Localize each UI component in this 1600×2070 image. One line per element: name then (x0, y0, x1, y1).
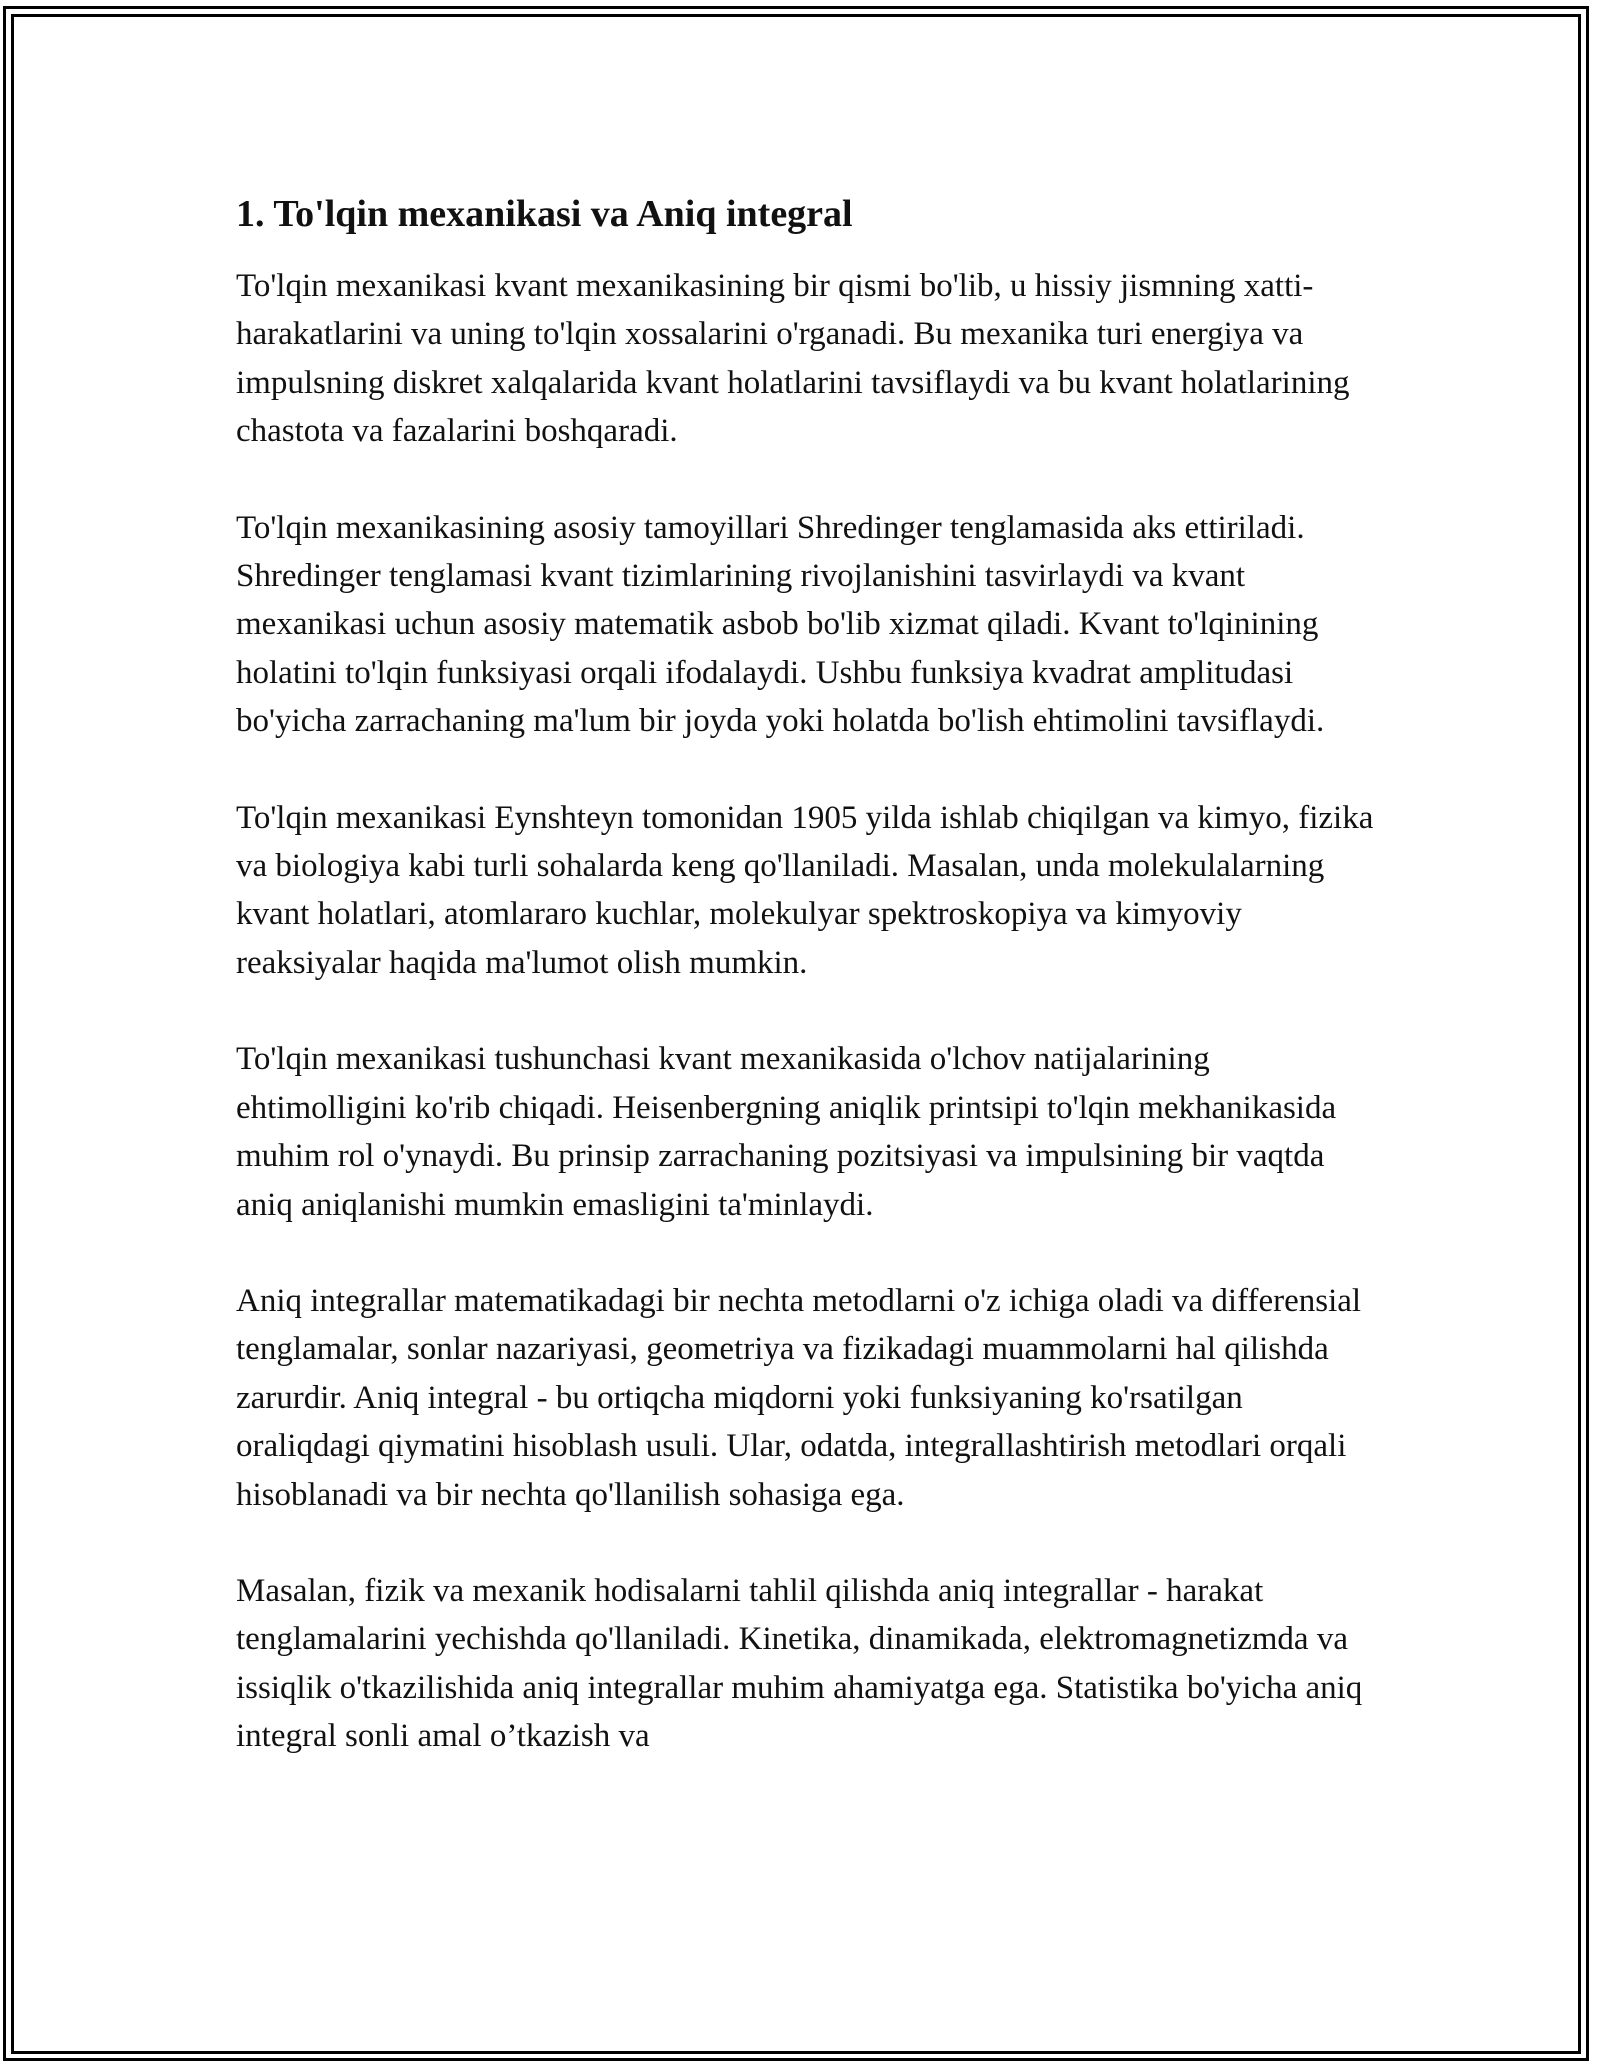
paragraph-1: To'lqin mexanikasi kvant mexanikasining bir qismi bo'lib, u hissiy jismning xatti-harakatlarini va uning to'lqin xossalarini o'rganadi. Bu mexanika turi energiya va impulsning diskret xalqalarida kvant holatlarini tavsiflaydi va bu kvant holatlarining chastota va fazalarini boshqaradi. (236, 268, 1350, 450)
paragraph-6: Masalan, fizik va mexanik hodisalarni tahlil qilishda aniq integrallar - harakat tenglamalarini yechishda qo'llaniladi. Kinetika, dinamikada, elektromagnetizmda va issiqlik o'tkazilishida aniq integrallar muhim ahamiyatga ega. Statistika bo'yicha aniq integral sonli amal o’tkazish va (236, 1572, 1363, 1755)
document-body (236, 184, 1376, 1761)
paragraph-2: To'lqin mexanikasining asosiy tamoyillari Shredinger tenglamasida aks ettiriladi. Shredinger tenglamasi kvant tizimlarining rivojlanishini tasvirlaydi va kvant mexanikasi uchun asosiy matematik asbob bo'lib xizmat qiladi. Kvant to'lqinining holatini to'lqin funksiyasi orqali ifodalaydi. Ushbu funksiya kvadrat amplitudasi bo'yicha zarrachaning ma'lum bir joyda yoki holatda bo'lish ehtimolini tavsiflaydi. (236, 509, 1325, 740)
paragraph-5: Aniq integrallar matematikadagi bir nechta metodlarni o'z ichiga oladi va differensial tenglamalar, sonlar nazariyasi, geometriya va fizikadagi muammolarni hal qilishda zarurdir. Aniq integral - bu ortiqcha miqdorni yoki funksiyaning ko'rsatilgan oraliqdagi qiymatini hisoblash usuli. Ular, odatda, integrallashtirish metodlari orqali hisoblanadi va bir nechta qo'llanilish sohasiga ega. (236, 1282, 1362, 1513)
section-heading: 1. To'lqin mexanikasi va Aniq integral (236, 193, 853, 235)
paragraph-4: To'lqin mexanikasi tushunchasi kvant mexanikasida o'lchov natijalarining ehtimolligini ko'rib chiqadi. Heisenbergning aniqlik printsipi to'lqin mekhanikasida muhim rol o'ynaydi. Bu prinsip zarrachaning pozitsiyasi va impulsining bir vaqtda aniq aniqlanishi mumkin emasligini ta'minlaydi. (236, 1041, 1337, 1223)
paragraph-3: To'lqin mexanikasi Eynshteyn tomonidan 1905 yilda ishlab chiqilgan va kimyo, fizika va biologiya kabi turli sohalarda keng qo'llaniladi. Masalan, unda molekulalarning kvant holatlari, atomlararo kuchlar, molekulyar spektroskopiya va kimyoviy reaksiyalar haqida ma'lumot olish mumkin. (236, 799, 1374, 981)
